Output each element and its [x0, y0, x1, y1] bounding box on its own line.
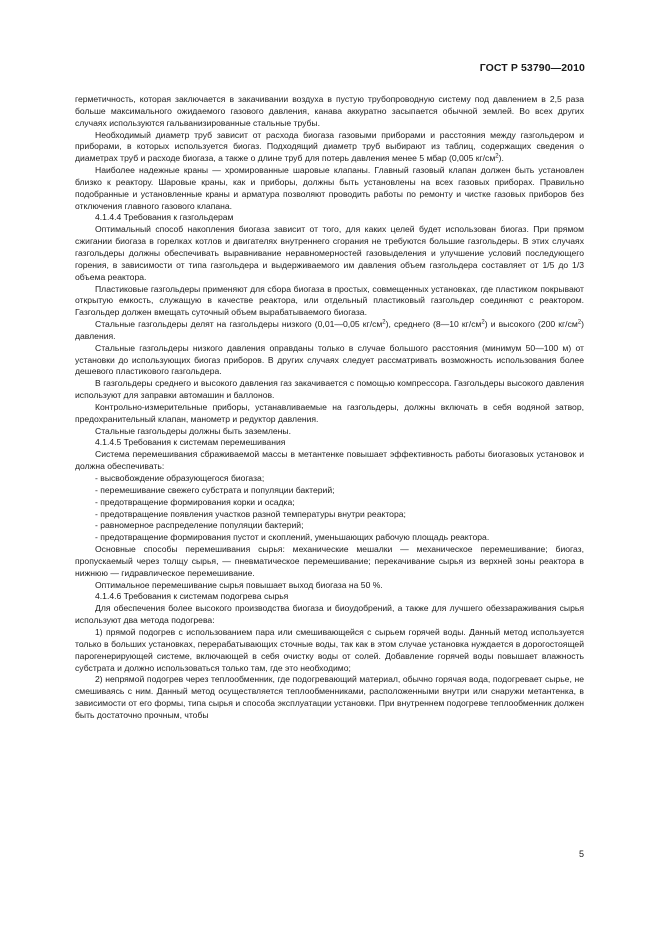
section-heading: 4.1.4.5 Требования к системам перемешивания [95, 437, 286, 448]
paragraph: В газгольдеры среднего и высокого давления газ закачивается с помощью компрессора. Газгольдеры высокого давления используют для заправки автомашин и баллонов. [75, 378, 584, 401]
paragraph: Стальные газгольдеры должны быть заземлены. [95, 425, 291, 436]
paragraph: Необходимый диаметр труб зависит от расхода биогаза газовыми приборами и расстояния между газгольдером и приборами, в которых используется биогаз. Подходящий диаметр труб выбирают из таблиц, содержащих сведения о диаметрах труб и расходе биогаза, а также о длине труб для потерь давления менее 5 мбар (0,005 $кг/см^2$). [75, 129, 584, 164]
list-item: - высвобождение образующегося биогаза; [95, 473, 265, 483]
list-item: - предотвращение формирования корки и осадка; [95, 496, 295, 507]
list-item: - предотвращение появления участков разной температуры внутри реактора; [95, 508, 406, 519]
paragraph: Основные способы перемешивания сырья: механические мешалки — механическое перемешивание; биогаз, пропускаемый через толщу сырья, — пневматическое перемешивание; перекачивание сырья из верхней зоны реактора в нижнюю — гидравлическое перемешивание. [75, 544, 584, 578]
list-item: - равномерное распределение популяции бактерий; [95, 520, 304, 531]
paragraph: Оптимальный способ накопления биогаза зависит от того, для каких целей будет использован биогаз. При прямом сжигании биогаза в горелках котлов и двигателях внутреннего сгорания не требуются большие газгольдеры. В этих случаях газгольдеры должны обеспечивать выравнивание неравномерностей газовыделения и улучшение условий последующего горения, в зависимости от типа газгольдера и выдерживаемого им давления объем газгольдера составляет от 1/5 до 1/3 объема реактора. [75, 224, 584, 282]
paragraph: Наиболее надежные краны — хромированные шаровые клапаны. Главный газовый клапан должен быть установлен близко к реактору. Шаровые краны, как и приборы, должны быть установлены на всех газовых приборах. Правильно подобранные и установленные краны и арматура позволяют проводить работы по ремонту и чистке газовых приборов без отключения главного газового клапана. [75, 165, 584, 211]
paragraph: 2) непрямой подогрев через теплообменник, где подогревающий материал, обычно горячая вода, подогревает сырье, не смешиваясь с ним. Данный метод осуществляется теплообменниками, расположенными внутри или снаружи метантенка, в зависимости от его формы, типа сырья и способа эксплуатации установки. При внутреннем подогреве теплообменник должен быть достаточно прочным, чтобы [75, 674, 584, 720]
paragraph: Стальные газгольдеры низкого давления оправданы только в случае большого расстояния (минимум 50—100 м) от установки до использующих биогаз приборов. В других случаях следует рассматривать возможность использования более дешевого пластикового газгольдера. [75, 342, 584, 377]
paragraph: 1) прямой подогрев с использованием пара или смешивающейся с сырьем горячей воды. Данный метод используется только в больших установках, перерабатывающих сточные воды, так как в этом случае установка нуждается в дорогостоящей парогенерирующей системе, включающей в себя очистку воды от солей. Добавление горячей воды повышает влажность субстрата и должно использоваться только там, где это необходимо; [75, 626, 584, 673]
paragraph: Стальные газгольдеры делят на газгольдеры низкого (0,01—0,05 $кг/см^2$), среднего (8—10 $кг/см^2$) и высокого (200 $кг/см^2$) давления. [75, 319, 584, 341]
paragraph: Для обеспечения более высокого производства биогаза и биоудобрений, а также для лучшего обеззараживания сырья используют два метода подогрева: [75, 603, 584, 626]
paragraph: герметичность, которая заключается в закачивании воздуха в пустую трубопроводную систему под давлением в 2,5 раза больше максимального ожидаемого газового давления, канава аккуратно засыпается обычной землей. Во всех других случаях используются гальванизированные стальные трубы. [75, 94, 584, 128]
paragraph: Система перемешивания сбраживаемой массы в метантенке повышает эффективность работы биогазовых установок и должна обеспечивать: [75, 449, 584, 472]
list-item: - предотвращение формирования пустот и скоплений, уменьшающих рабочую площадь реактора. [95, 532, 490, 543]
list-item: - перемешивание свежего субстрата и популяции бактерий; [95, 484, 335, 495]
paragraph: Контрольно-измерительные приборы, устанавливаемые на газгольдеры, должны включать в себя водяной затвор, предохранительный клапан, манометр и редуктор давления. [75, 401, 584, 424]
paragraph: Оптимальное перемешивание сырья повышает выход биогаза на 50 %. [95, 579, 383, 590]
page-number: 5 [578, 849, 584, 859]
paragraph: Пластиковые газгольдеры применяют для сбора биогаза в простых, совмещенных установках, где пластиком покрывают открытую емкость, служащую в качестве реактора, или отдельный пластиковый газгольдер соединяют с реактором. Газгольдер должен вмещать суточный объем вырабатываемого биогаза. [75, 283, 584, 318]
body-text [75, 94, 584, 722]
section-heading: 4.1.4.4 Требования к газгольдерам [95, 212, 234, 223]
section-heading: 4.1.4.6 Требования к системам подогрева сырья [95, 591, 289, 602]
standard-code-header: ГОСТ Р 53790—2010 [479, 62, 585, 74]
